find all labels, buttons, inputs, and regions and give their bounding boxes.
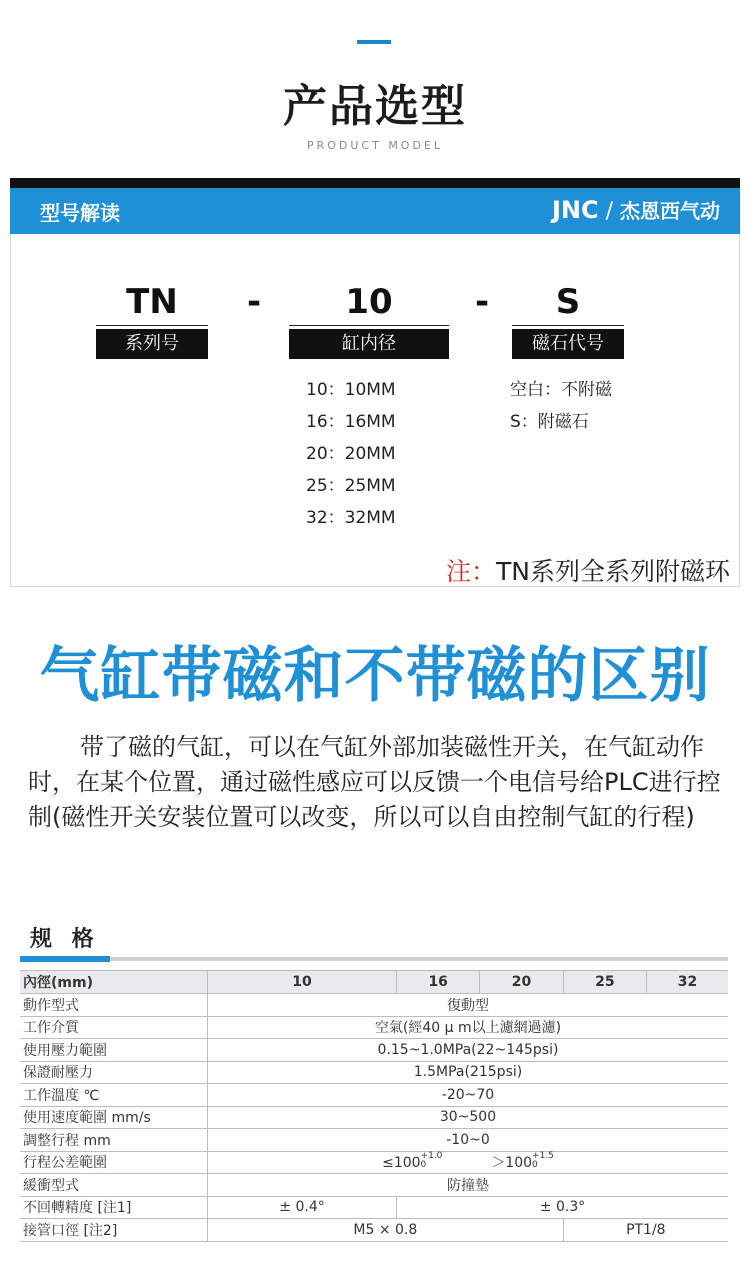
bore-option: 32：32MM [306,508,396,528]
spec-row-value: ± 0.4° [208,1196,397,1219]
spec-header-row [20,971,728,994]
tolerance-b-prefix: ＞100 [491,1155,533,1172]
code-series: TN [126,282,178,322]
tolerance-a-prefix: ≤100 [382,1155,421,1172]
spec-row-value: 復動型 [208,994,729,1017]
code-dash: - [246,282,262,322]
spec-bore-col: 10 [208,971,397,994]
bore-option: 10：10MM [306,380,396,400]
paragraph-text: 带了磁的气缸，可以在气缸外部加装磁性开关，在气缸动作时，在某个位置，通过磁性感应可以反馈一个电信号给PLC进行控制(磁性开关安装位置可以改变，所以可以自由控制气缸的行程) [28,733,721,831]
magnet-option: S：附磁石 [510,412,589,432]
tolerance-b-lower: 0 [532,1160,538,1171]
spec-row-value: -20~70 [208,1084,729,1107]
magnet-section-paragraph [28,730,728,835]
card-header-title: 型号解读 [40,201,120,225]
spec-row [20,994,728,1017]
spec-divider-accent [20,956,110,962]
tag-bore: 缸内径 [289,329,449,359]
page-title: 产品选型 [283,81,467,132]
magnet-section-title: 气缸带磁和不带磁的区别 [39,641,711,711]
spec-row-value: 1.5MPa(215psi) [208,1061,729,1084]
spec-row [20,1196,728,1219]
spec-row-label: 工作溫度 ℃ [20,1084,208,1107]
code-underline [289,325,449,326]
spec-row-value: M5 × 0.8 [208,1219,564,1242]
brand-chinese-name: 杰恩西气动 [620,199,720,223]
spec-row [20,1106,728,1129]
bore-option: 16：16MM [306,412,396,432]
spec-row-label: 使用壓力範圍 [20,1039,208,1062]
spec-row-value [208,1151,729,1174]
magnet-option: 空白：不附磁 [510,380,612,400]
code-underline [96,325,208,326]
spec-row-label: 工作介質 [20,1016,208,1039]
code-bore: 10 [345,282,393,322]
spec-row-value: 空氣(經40 μ m以上濾網過濾) [208,1016,729,1039]
tolerance-b-upper: +1.5 [532,1151,554,1162]
card-top-bar [10,178,740,188]
note-text: TN系列全系列附磁环 [496,557,730,586]
bore-option: 25：25MM [306,476,396,496]
spec-bore-col: 25 [563,971,646,994]
spec-row-label: 使用速度範圍 mm/s [20,1106,208,1129]
spec-row [20,1016,728,1039]
brand-separator: / [605,199,613,224]
code-underline [512,325,624,326]
spec-bore-col: 32 [647,971,729,994]
spec-row-value: ± 0.3° [397,1196,728,1219]
spec-row [20,1129,728,1152]
spec-row [20,1061,728,1084]
spec-row-label: 接管口徑 [注2] [20,1219,208,1242]
spec-bore-col: 16 [397,971,480,994]
code-magnet: S [555,282,581,322]
series-note [446,552,730,588]
spec-row-value: -10~0 [208,1129,729,1152]
brand-name: JNC [551,196,599,224]
page-subtitle: PRODUCT MODEL [306,139,444,152]
bore-option: 20：20MM [306,444,396,464]
spec-row-label: 緩衝型式 [20,1174,208,1197]
spec-title: 规 格 [30,927,100,952]
spec-row [20,1219,728,1242]
spec-row-value: 30~500 [208,1106,729,1129]
brand-label [552,195,720,224]
spec-row-label: 行程公差範圍 [20,1151,208,1174]
spec-row [20,1084,728,1107]
spec-table [20,970,728,1242]
spec-header-label: 內徑(mm) [20,971,208,994]
spec-row-value: 0.15~1.0MPa(22~145psi) [208,1039,729,1062]
spec-row-label: 保證耐壓力 [20,1061,208,1084]
spec-row-tolerance [20,1151,728,1174]
spec-row-label: 調整行程 mm [20,1129,208,1152]
spec-row-value: 防撞墊 [208,1174,729,1197]
note-label: 注： [446,557,497,586]
spec-bore-col: 20 [480,971,563,994]
spec-row-label: 不回轉精度 [注1] [20,1196,208,1219]
spec-row [20,1039,728,1062]
spec-row-value: PT1/8 [563,1219,728,1242]
tolerance-a-lower: 0 [420,1160,427,1171]
tolerance-a-upper: +1.0 [420,1151,443,1162]
tag-magnet: 磁石代号 [512,329,624,359]
tag-series: 系列号 [96,329,208,359]
code-dash: - [474,282,490,322]
spec-row [20,1174,728,1197]
accent-line [357,40,391,44]
spec-row-label: 動作型式 [20,994,208,1017]
spec-divider [20,957,728,961]
